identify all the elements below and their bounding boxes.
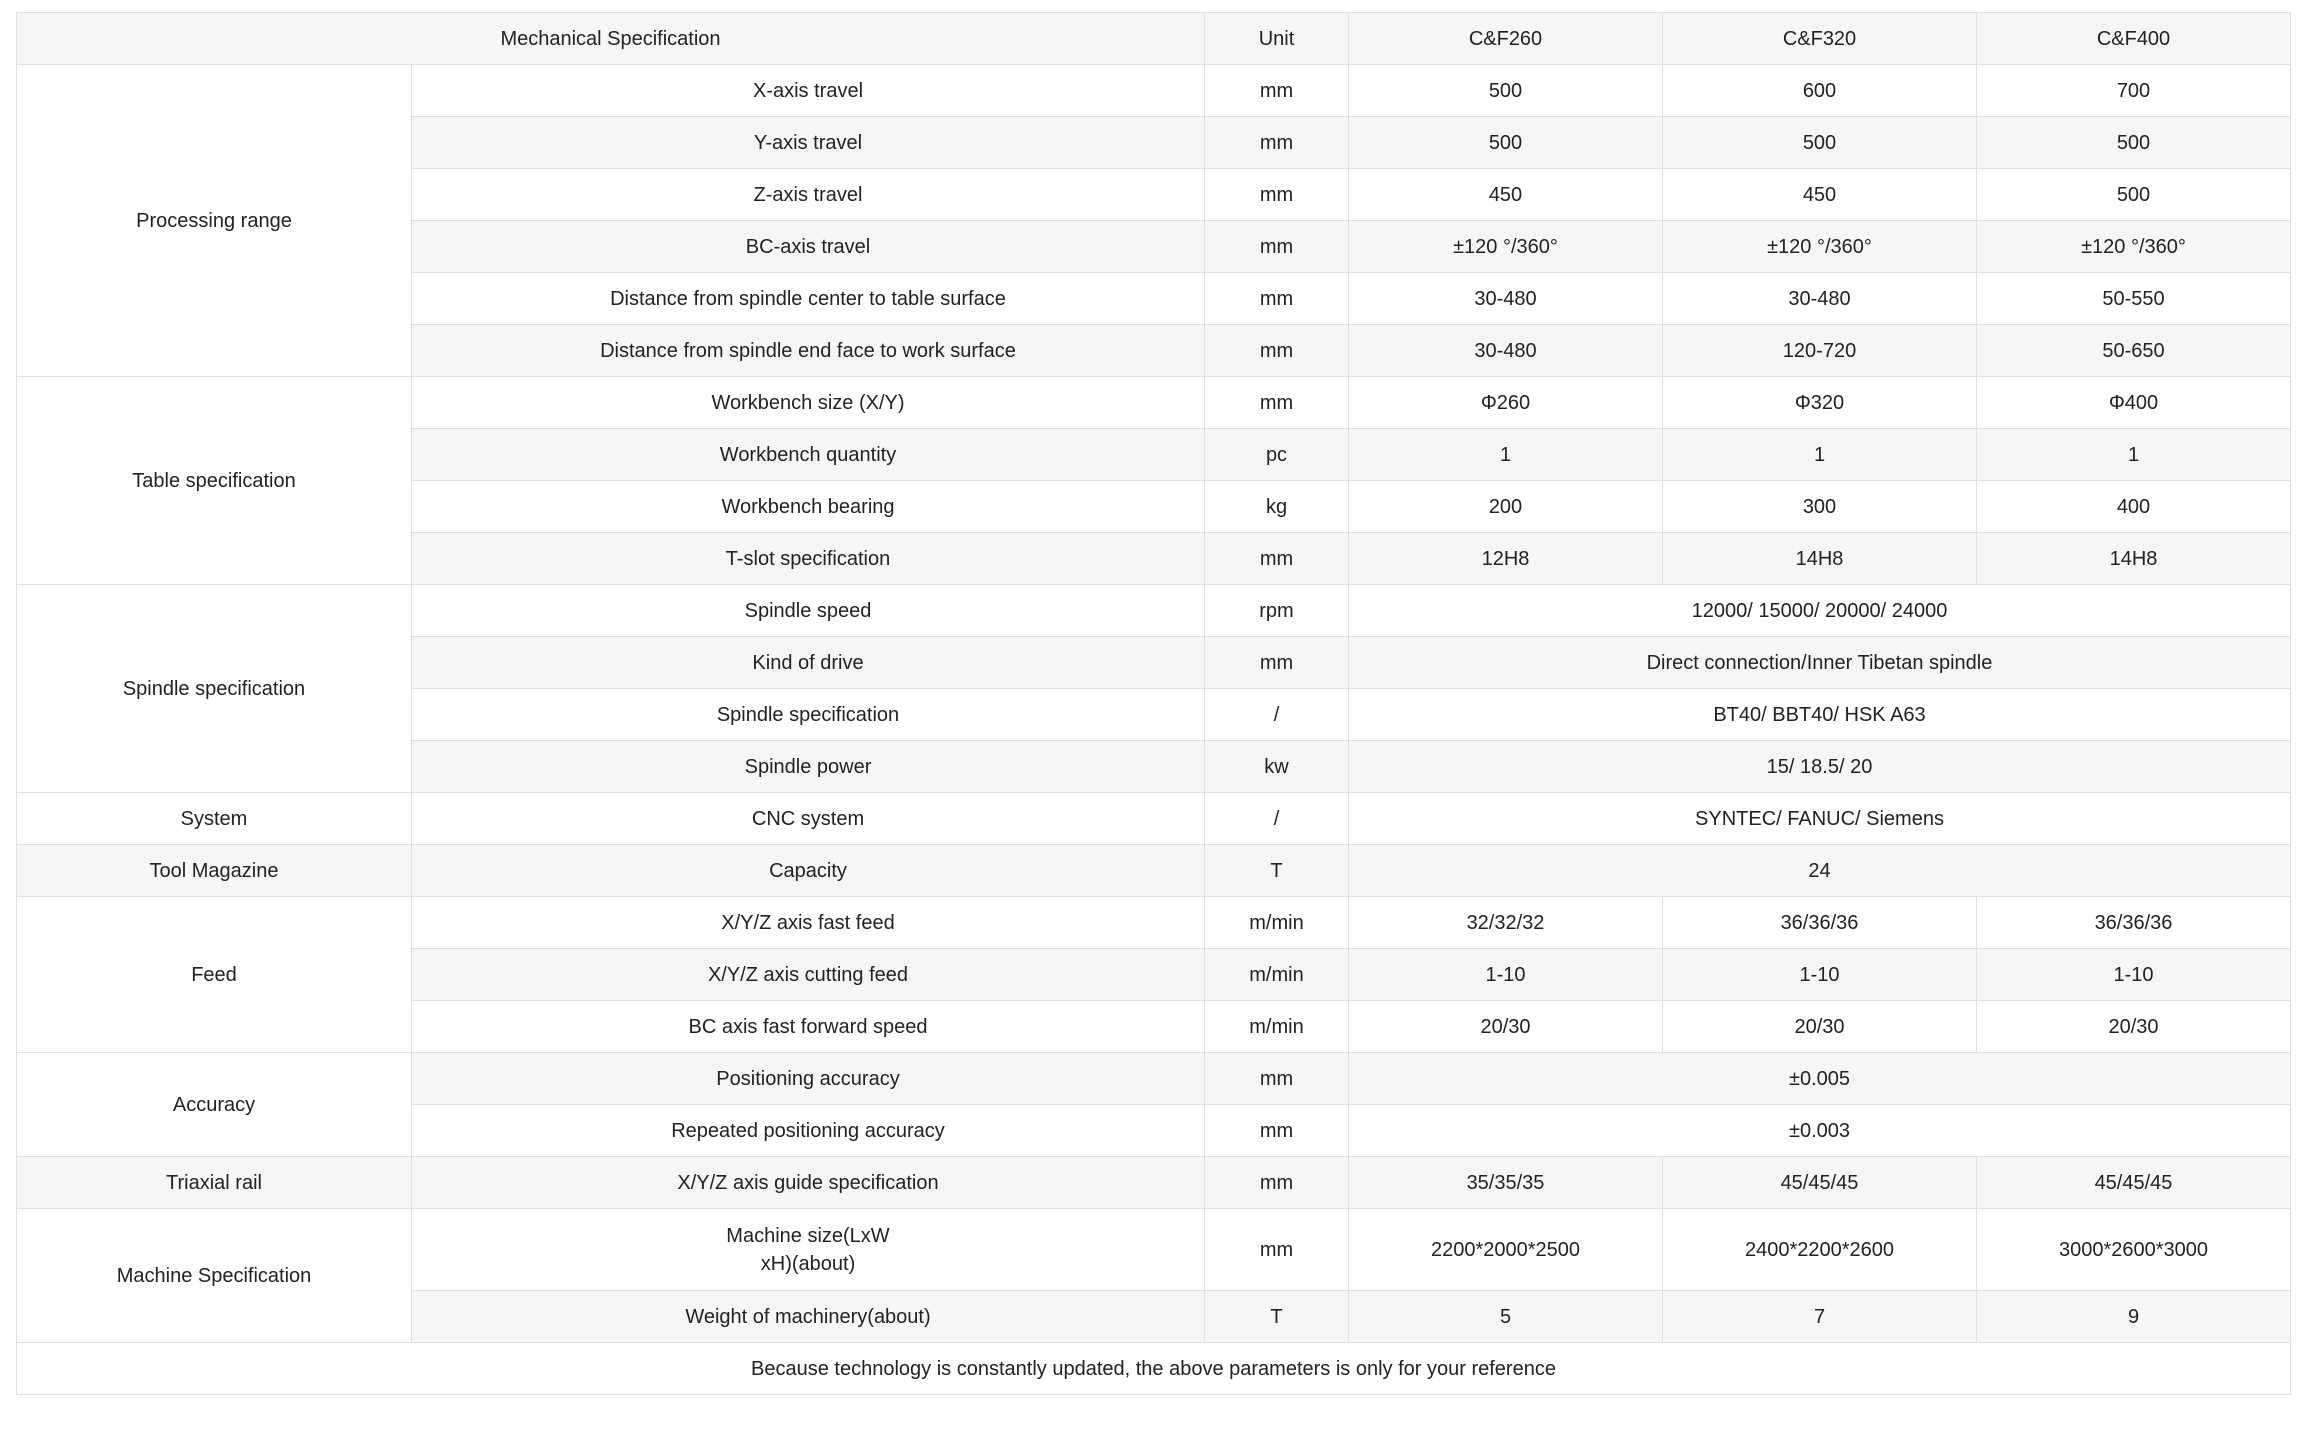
unit-cell: mm bbox=[1205, 533, 1349, 585]
unit-cell: mm bbox=[1205, 1053, 1349, 1105]
value-cell-merged: ±0.005 bbox=[1349, 1053, 2291, 1105]
item-cell: Distance from spindle end face to work surface bbox=[412, 325, 1205, 377]
unit-cell: mm bbox=[1205, 1209, 1349, 1291]
table-row bbox=[17, 793, 2291, 845]
value-cell: 300 bbox=[1663, 481, 1977, 533]
unit-cell: m/min bbox=[1205, 949, 1349, 1001]
unit-cell: mm bbox=[1205, 1157, 1349, 1209]
value-cell: 500 bbox=[1977, 169, 2291, 221]
item-cell: Weight of machinery(about) bbox=[412, 1291, 1205, 1343]
table-row bbox=[17, 1053, 2291, 1105]
value-cell-merged: Direct connection/Inner Tibetan spindle bbox=[1349, 637, 2291, 689]
item-cell: Distance from spindle center to table surface bbox=[412, 273, 1205, 325]
table-row bbox=[17, 897, 2291, 949]
value-cell: 12H8 bbox=[1349, 533, 1663, 585]
value-cell-merged: BT40/ BBT40/ HSK A63 bbox=[1349, 689, 2291, 741]
value-cell: 120-720 bbox=[1663, 325, 1977, 377]
value-cell: 1-10 bbox=[1349, 949, 1663, 1001]
item-cell: Machine size(LxW xH)(about) bbox=[412, 1209, 1205, 1291]
value-cell: 1 bbox=[1663, 429, 1977, 481]
unit-cell: mm bbox=[1205, 65, 1349, 117]
item-cell: X-axis travel bbox=[412, 65, 1205, 117]
value-cell: 14H8 bbox=[1977, 533, 2291, 585]
value-cell: 500 bbox=[1663, 117, 1977, 169]
value-cell: 450 bbox=[1663, 169, 1977, 221]
header-model: C&F400 bbox=[1977, 13, 2291, 65]
value-cell-merged: 24 bbox=[1349, 845, 2291, 897]
value-cell: 45/45/45 bbox=[1663, 1157, 1977, 1209]
unit-cell: T bbox=[1205, 1291, 1349, 1343]
value-cell: 20/30 bbox=[1977, 1001, 2291, 1053]
value-cell: 9 bbox=[1977, 1291, 2291, 1343]
category-cell: Table specification bbox=[17, 377, 412, 585]
item-cell: T-slot specification bbox=[412, 533, 1205, 585]
unit-cell: T bbox=[1205, 845, 1349, 897]
header-model: C&F260 bbox=[1349, 13, 1663, 65]
item-cell: X/Y/Z axis fast feed bbox=[412, 897, 1205, 949]
unit-cell: m/min bbox=[1205, 897, 1349, 949]
unit-cell: mm bbox=[1205, 273, 1349, 325]
unit-cell: mm bbox=[1205, 377, 1349, 429]
table-row bbox=[17, 1157, 2291, 1209]
unit-cell: rpm bbox=[1205, 585, 1349, 637]
category-cell: Tool Magazine bbox=[17, 845, 412, 897]
value-cell: 1 bbox=[1349, 429, 1663, 481]
table-row bbox=[17, 585, 2291, 637]
value-cell: 1 bbox=[1977, 429, 2291, 481]
item-cell: BC axis fast forward speed bbox=[412, 1001, 1205, 1053]
value-cell: 5 bbox=[1349, 1291, 1663, 1343]
unit-cell: mm bbox=[1205, 117, 1349, 169]
unit-cell: kw bbox=[1205, 741, 1349, 793]
value-cell: 14H8 bbox=[1663, 533, 1977, 585]
item-cell: Spindle speed bbox=[412, 585, 1205, 637]
footer-row bbox=[17, 1343, 2291, 1395]
unit-cell: m/min bbox=[1205, 1001, 1349, 1053]
item-cell: Y-axis travel bbox=[412, 117, 1205, 169]
category-cell: System bbox=[17, 793, 412, 845]
footer-note: Because technology is constantly updated, the above parameters is only for your reference bbox=[17, 1343, 2291, 1395]
value-cell-merged: ±0.003 bbox=[1349, 1105, 2291, 1157]
item-cell: Workbench size (X/Y) bbox=[412, 377, 1205, 429]
header-unit: Unit bbox=[1205, 13, 1349, 65]
value-cell: 200 bbox=[1349, 481, 1663, 533]
value-cell: 7 bbox=[1663, 1291, 1977, 1343]
table-row bbox=[17, 377, 2291, 429]
value-cell: 450 bbox=[1349, 169, 1663, 221]
spec-table bbox=[16, 12, 2291, 1395]
item-cell: CNC system bbox=[412, 793, 1205, 845]
item-cell: BC-axis travel bbox=[412, 221, 1205, 273]
value-cell: 20/30 bbox=[1663, 1001, 1977, 1053]
unit-cell: / bbox=[1205, 793, 1349, 845]
value-cell: 400 bbox=[1977, 481, 2291, 533]
value-cell: 500 bbox=[1349, 65, 1663, 117]
header-spec: Mechanical Specification bbox=[17, 13, 1205, 65]
value-cell: 1-10 bbox=[1977, 949, 2291, 1001]
item-cell: X/Y/Z axis cutting feed bbox=[412, 949, 1205, 1001]
value-cell: 30-480 bbox=[1349, 325, 1663, 377]
unit-cell: / bbox=[1205, 689, 1349, 741]
value-cell: 45/45/45 bbox=[1977, 1157, 2291, 1209]
value-cell: 36/36/36 bbox=[1977, 897, 2291, 949]
value-cell: ±120 °/360° bbox=[1349, 221, 1663, 273]
value-cell: 20/30 bbox=[1349, 1001, 1663, 1053]
item-cell: X/Y/Z axis guide specification bbox=[412, 1157, 1205, 1209]
value-cell: 3000*2600*3000 bbox=[1977, 1209, 2291, 1291]
value-cell: 30-480 bbox=[1663, 273, 1977, 325]
unit-cell: mm bbox=[1205, 169, 1349, 221]
item-cell: Workbench quantity bbox=[412, 429, 1205, 481]
category-cell: Accuracy bbox=[17, 1053, 412, 1157]
item-cell: Positioning accuracy bbox=[412, 1053, 1205, 1105]
value-cell: 36/36/36 bbox=[1663, 897, 1977, 949]
item-cell: Spindle specification bbox=[412, 689, 1205, 741]
table-row bbox=[17, 65, 2291, 117]
category-cell: Machine Specification bbox=[17, 1209, 412, 1343]
value-cell: 500 bbox=[1977, 117, 2291, 169]
unit-cell: mm bbox=[1205, 637, 1349, 689]
category-cell: Spindle specification bbox=[17, 585, 412, 793]
item-cell: Kind of drive bbox=[412, 637, 1205, 689]
table-row bbox=[17, 845, 2291, 897]
value-cell: ±120 °/360° bbox=[1663, 221, 1977, 273]
value-cell-merged: 12000/ 15000/ 20000/ 24000 bbox=[1349, 585, 2291, 637]
item-cell: Z-axis travel bbox=[412, 169, 1205, 221]
item-cell: Repeated positioning accuracy bbox=[412, 1105, 1205, 1157]
category-cell: Triaxial rail bbox=[17, 1157, 412, 1209]
value-cell: 30-480 bbox=[1349, 273, 1663, 325]
category-cell: Processing range bbox=[17, 65, 412, 377]
value-cell: Φ400 bbox=[1977, 377, 2291, 429]
value-cell: ±120 °/360° bbox=[1977, 221, 2291, 273]
value-cell: 600 bbox=[1663, 65, 1977, 117]
item-cell: Workbench bearing bbox=[412, 481, 1205, 533]
table-row bbox=[17, 1209, 2291, 1291]
value-cell: 2200*2000*2500 bbox=[1349, 1209, 1663, 1291]
value-cell: 700 bbox=[1977, 65, 2291, 117]
unit-cell: kg bbox=[1205, 481, 1349, 533]
value-cell-merged: SYNTEC/ FANUC/ Siemens bbox=[1349, 793, 2291, 845]
category-cell: Feed bbox=[17, 897, 412, 1053]
value-cell: 50-650 bbox=[1977, 325, 2291, 377]
value-cell-merged: 15/ 18.5/ 20 bbox=[1349, 741, 2291, 793]
header-model: C&F320 bbox=[1663, 13, 1977, 65]
value-cell: 500 bbox=[1349, 117, 1663, 169]
unit-cell: mm bbox=[1205, 1105, 1349, 1157]
value-cell: Φ260 bbox=[1349, 377, 1663, 429]
value-cell: 1-10 bbox=[1663, 949, 1977, 1001]
header-row bbox=[17, 13, 2291, 65]
value-cell: 2400*2200*2600 bbox=[1663, 1209, 1977, 1291]
item-cell: Capacity bbox=[412, 845, 1205, 897]
unit-cell: pc bbox=[1205, 429, 1349, 481]
unit-cell: mm bbox=[1205, 325, 1349, 377]
unit-cell: mm bbox=[1205, 221, 1349, 273]
value-cell: Φ320 bbox=[1663, 377, 1977, 429]
value-cell: 35/35/35 bbox=[1349, 1157, 1663, 1209]
item-cell: Spindle power bbox=[412, 741, 1205, 793]
value-cell: 32/32/32 bbox=[1349, 897, 1663, 949]
value-cell: 50-550 bbox=[1977, 273, 2291, 325]
